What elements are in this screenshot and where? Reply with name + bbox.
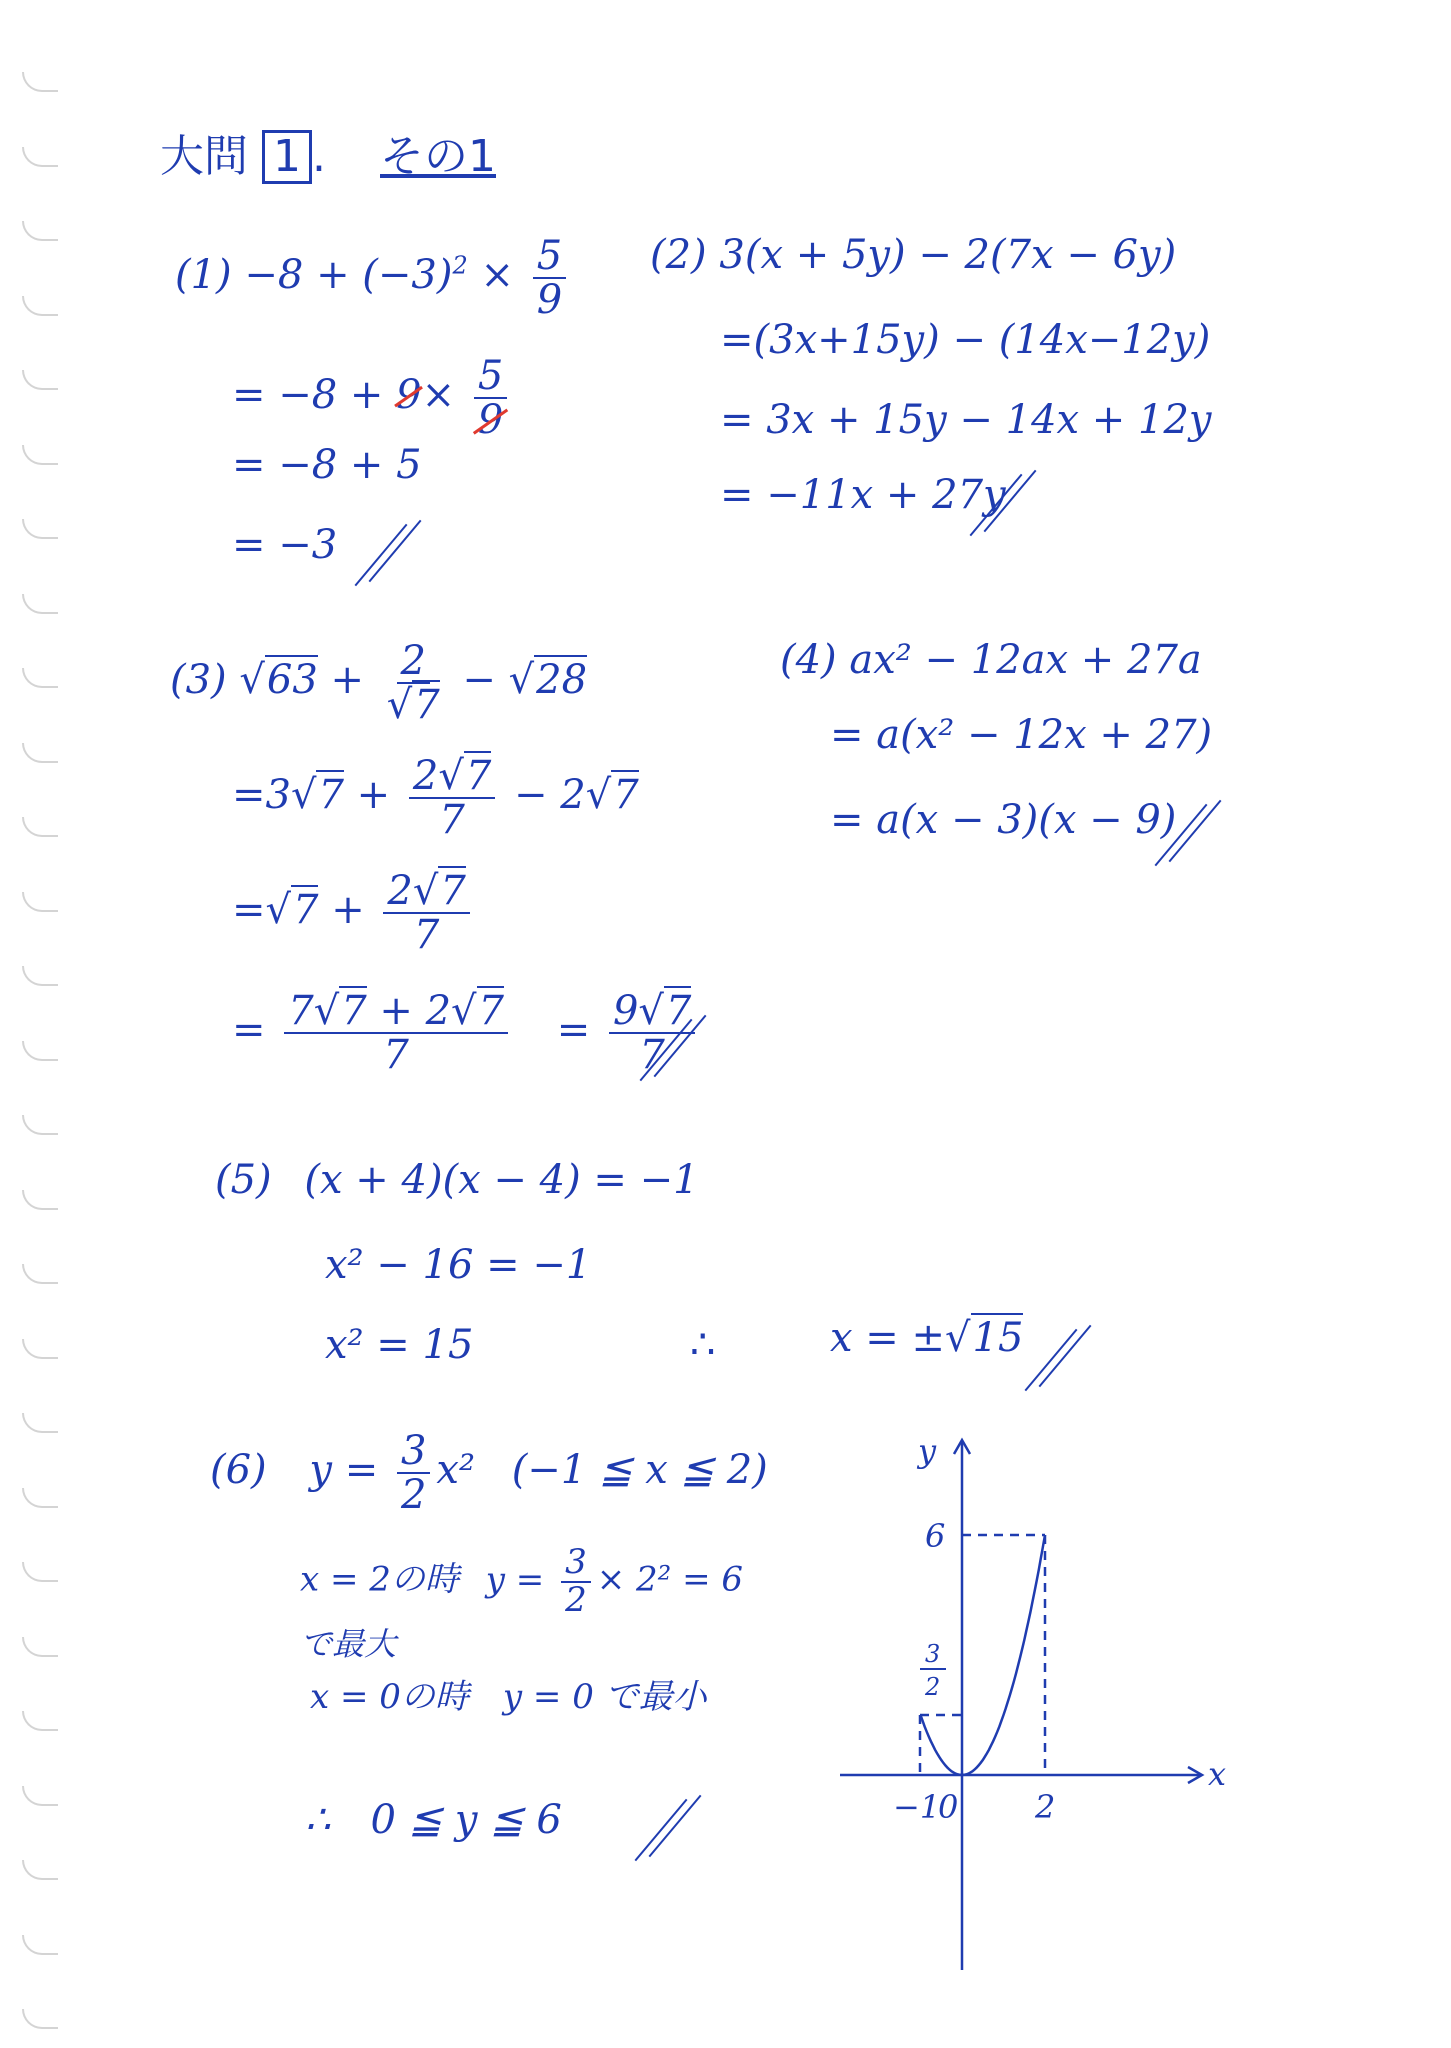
y-axis-arrowhead [954,1440,970,1454]
p1-q-den: 9 [536,277,563,323]
p6-q-x: x² [436,1447,475,1493]
binder-hole [22,1264,58,1284]
title-heading: 大問 [160,131,248,182]
binder-hole [22,1935,58,1955]
binder-hole [22,1041,58,1061]
p3-s1-coef: =3 [232,772,291,818]
p3-s3-eq: = [232,1007,266,1053]
p3-s2-root: 7 [293,887,319,933]
p1-q-times: × [480,252,514,298]
p6-q-den: 2 [400,1472,427,1518]
binder-hole [22,743,58,763]
binder-hole [22,1562,58,1582]
binder-hole [22,221,58,241]
binder-hole [22,296,58,316]
binder-hole [22,519,58,539]
binder-hole [22,966,58,986]
p3-q-root1: 63 [266,657,318,703]
p3-q-num: 2 [397,640,430,684]
p1-s1-num: 5 [474,355,507,399]
graph-y-label: y [918,1432,937,1470]
p3-step2 [232,870,476,956]
p2-question [650,232,1177,278]
p6-min-line: x = 0の時 y = 0 で最小 [310,1677,707,1717]
graph-tick-y-den: 2 [925,1673,941,1701]
p6-q-range: (−1 ≦ x ≦ 2) [511,1447,768,1493]
binder-hole [22,668,58,688]
binder-hole [22,1115,58,1135]
p3-q-root2: 28 [536,657,588,703]
p3-s1-num-coef: 2 [412,753,439,799]
p1-question [175,235,572,321]
p5-label: (5) [215,1157,272,1203]
p3-s3-num-mid: + 2 [379,988,452,1034]
p2-q: 3(x + 5y) − 2(7x − 6y) [719,232,1177,278]
p3-s3-num-root2: 7 [478,988,504,1034]
p1-label: (1) [175,252,232,298]
parabola-curve [921,1535,1046,1775]
binder-hole [22,1637,58,1657]
binder-hole [22,445,58,465]
p6-max-line [300,1542,743,1620]
p2-label: (2) [650,232,707,278]
binder-hole [22,1488,58,1508]
p6-max-note: で最大 [300,1625,397,1663]
graph-x-label: x [1208,1755,1227,1793]
p3-s1-minus: − 2 [514,772,586,818]
p1-s1-den-cancelled: 9 [474,399,507,441]
binder-hole [22,2009,58,2029]
p3-s3-fraction [284,990,508,1076]
p3-step3 [232,990,701,1076]
p3-q-den-root: 7 [414,682,440,728]
p6-max-fraction [561,1542,591,1620]
p6-q-num: 3 [397,1430,430,1474]
binder-hole [22,370,58,390]
p5-step2: x² = 15 [325,1322,474,1368]
p6-max-num: 3 [561,1545,591,1583]
p5-answer [830,1315,1024,1361]
binder-hole [22,1860,58,1880]
graph-tick-y6: 6 [925,1517,946,1555]
p3-s3-num-coef: 7 [288,988,314,1034]
p1-s1-cancelled: 9 [396,372,422,418]
p3-s3-den: 7 [383,1032,409,1078]
p3-s1-fraction [409,755,495,841]
p1-s1-fraction [474,355,507,441]
p3-step1 [232,755,639,841]
p5-q: (x + 4)(x − 4) = −1 [304,1157,699,1203]
p3-s1-root1: 7 [318,772,344,818]
p3-s2-den: 7 [413,912,440,958]
p5-ans-prefix: x = ± [830,1315,946,1361]
p3-s1-root2: 7 [613,772,639,818]
p6-answer: ∴ 0 ≦ y ≦ 6 [305,1797,562,1843]
p3-ans-root: 7 [665,988,692,1034]
p6-label: (6) [210,1447,267,1493]
p2-step2: = 3x + 15y − 14x + 12y [720,397,1212,443]
p1-step3: = −3 [232,522,338,568]
binder-hole [22,1190,58,1210]
p4-label: (4) [780,637,837,683]
p3-label: (3) [170,657,227,703]
p1-step2: = −8 + 5 [232,442,422,488]
binder-hole [22,1786,58,1806]
p4-question [780,637,1202,683]
p3-ans-coef: 9 [612,988,639,1034]
p5-question [215,1157,699,1203]
p6-question [210,1430,768,1516]
graph-tick-x2: 2 [1035,1788,1056,1826]
binder-hole [22,72,58,92]
p4-step2: = a(x − 3)(x − 9) [830,797,1177,843]
p3-s2-plus: + [331,887,365,933]
p3-s1-den: 7 [439,797,465,843]
binder-hole [22,594,58,614]
graph-tick-x0: 0 [938,1788,959,1826]
p4-q: ax² − 12ax + 27a [849,637,1202,683]
p1-q-fraction [533,235,566,321]
title-part: その1 [380,131,496,182]
p5-therefore: ∴ [690,1322,716,1368]
p6-max-rest: × 2² = 6 [596,1559,743,1600]
p6-q-y: y = [309,1447,379,1493]
p1-q-num: 5 [533,235,566,279]
p3-s2-num-coef: 2 [387,868,413,914]
p6-max-den: 2 [565,1579,587,1620]
p3-s1-plus: + [356,772,391,818]
p1-q-start: −8 + (−3) [244,252,453,298]
p4-step1: = a(x² − 12x + 27) [830,712,1213,758]
p3-s3-num-root1: 7 [341,988,367,1034]
binder-hole [22,892,58,912]
p3-q-minus: − [462,657,496,703]
p3-q-fraction [383,640,444,726]
x-axis-arrowhead [1188,1767,1202,1783]
p3-s3-eq2: = [556,1007,591,1053]
p6-q-fraction [397,1430,430,1516]
p2-step1: =(3x+15y) − (14x−12y) [720,317,1211,363]
binder-hole [22,1711,58,1731]
p3-ans-den: 7 [639,1032,665,1078]
p3-q-plus: + [330,657,365,703]
title-number-box: 1 [262,130,312,184]
p3-s1-num-root: 7 [465,753,492,799]
p5-ans-root: 15 [972,1315,1024,1361]
binder-hole [22,1339,58,1359]
p5-step1: x² − 16 = −1 [325,1242,592,1288]
p1-s1-times: × [421,372,456,418]
binder-hole [22,817,58,837]
p1-q-exp: 2 [452,251,468,280]
p6-max-y: y = [485,1559,545,1600]
p3-s2-fraction [383,870,469,956]
p1-step1 [232,355,513,441]
page-title: 大問 1 . その1 [160,130,496,184]
p2-step3: = −11x + 27y [720,472,1006,518]
binder-hole [22,1413,58,1433]
p3-s2-num-root: 7 [440,868,466,914]
p1-s1-start: = −8 + [232,372,384,418]
graph-tick-xm1: −1 [893,1788,941,1826]
p6-max-condition: x = 2の時 [300,1559,459,1600]
binder-hole [22,147,58,167]
p3-s2-eq: = [232,887,266,933]
p3-question [170,640,587,726]
graph-tick-y-num: 3 [925,1640,941,1668]
